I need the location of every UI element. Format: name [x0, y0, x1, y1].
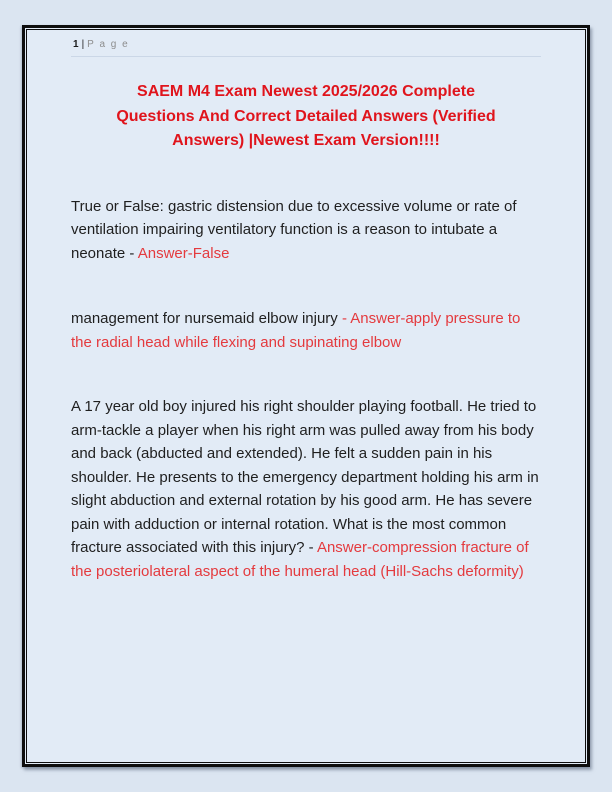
question-text: management for nursemaid elbow injury — [71, 310, 342, 327]
question-text: True or False: gastric distension due to excessive volume or rate of ventilation impairing ventilatory function is a reason to intubate a neonate - — [71, 197, 517, 262]
answer-text: Answer-compression fracture of the posteriolateral aspect of the humeral head (Hill-Sachs deformity) — [71, 539, 529, 580]
document-title-line: Questions And Correct Detailed Answers (Verified — [116, 107, 496, 125]
page-header — [71, 36, 541, 57]
page-content-area — [26, 29, 586, 763]
answer-text: - Answer-apply pressure to the radial head while flexing and supinating elbow — [71, 310, 521, 351]
question-text: A 17 year old boy injured his right shoulder playing football. He tried to arm-tackle a player when his right arm was pulled away from his body and back (abducted and extended). He felt a sudden pain in his shoulder. He presents to the emergency department holding his arm in slight abduction and external rotation by his good arm. He has severe pain with adduction or internal rotation. What is the most common fracture associated with this injury? - — [71, 398, 539, 556]
answer-text: Answer-False — [137, 244, 230, 262]
qa-block — [71, 307, 541, 354]
qa-block — [71, 395, 541, 583]
document-title-line: Answers) |Newest Exam Version!!!! — [172, 132, 440, 149]
header-separator: | — [81, 39, 85, 50]
document-title-line: SAEM M4 Exam Newest 2025/2026 Complete — [137, 83, 475, 100]
header-page-label: P a g e — [87, 39, 130, 50]
document-title — [71, 80, 541, 154]
page-border-frame — [22, 25, 590, 767]
qa-block — [71, 195, 541, 266]
page-number: 1 — [73, 39, 79, 50]
